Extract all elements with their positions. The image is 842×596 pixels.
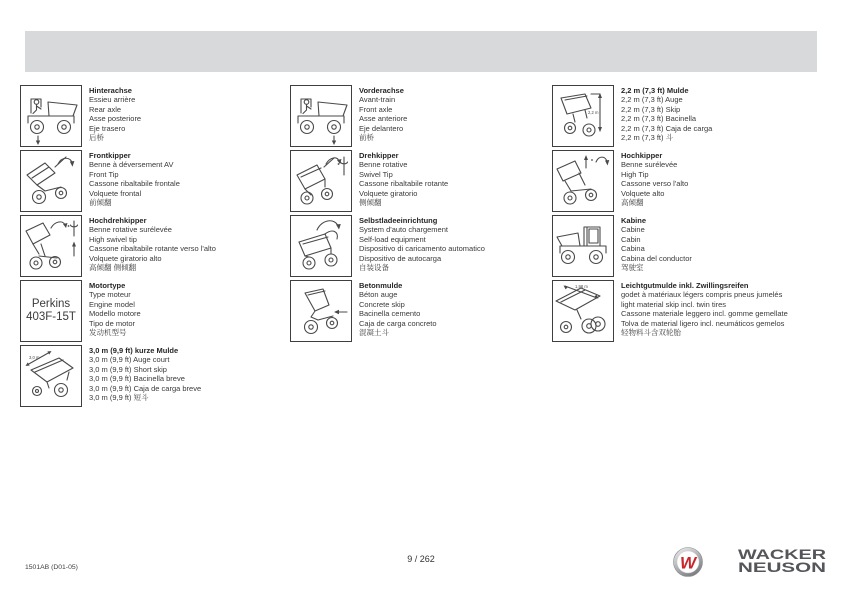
dumper-rear-axle-icon-box <box>20 85 82 147</box>
entry-text <box>359 150 448 207</box>
dumper-high-swivel-tip-icon <box>21 216 81 276</box>
legend-entry-frontkipper <box>20 150 180 212</box>
entry-line: Essieu arrière <box>89 95 136 105</box>
dumper-light-material-skip-icon-box <box>552 280 614 342</box>
entry-line: Engine model <box>89 299 135 309</box>
dumper-skip-2-2m-icon-box <box>552 85 614 147</box>
entry-text <box>621 215 692 272</box>
entry-line: Rear axle <box>89 104 122 114</box>
entry-line: Type moteur <box>89 290 131 300</box>
entry-line: Asse posteriore <box>89 114 142 124</box>
entry-line: 3,0 m (9,9 ft) 短斗 <box>89 393 149 403</box>
document-code: 1501AB (D01-05) <box>25 564 78 571</box>
entry-line: Cabin <box>621 234 641 244</box>
entry-title: Betonmulde <box>359 281 403 290</box>
dumper-front-axle-icon-box <box>290 85 352 147</box>
entry-line: Bacinella cemento <box>359 309 421 319</box>
entry-line: Front Tip <box>89 169 119 179</box>
entry-text <box>621 280 788 337</box>
entry-title: 3,0 m (9,9 ft) kurze Mulde <box>89 346 179 355</box>
entry-title: Hochkipper <box>621 151 663 160</box>
entry-line: Eje trasero <box>89 123 126 133</box>
entry-text <box>359 215 485 272</box>
dumper-front-axle-icon <box>291 86 351 146</box>
entry-title: Drehkipper <box>359 151 399 160</box>
legend-entry-drehkipper <box>290 150 448 212</box>
skip-height-label: 2,2 m <box>588 110 599 115</box>
entry-line: Modello motore <box>89 309 141 319</box>
logo-wordmark <box>738 547 826 575</box>
entry-line: Benne à déversement AV <box>89 160 174 170</box>
entry-title: Hinterachse <box>89 86 132 95</box>
entry-line: Volquete alto <box>621 188 665 198</box>
wacker-neuson-logo <box>670 544 830 582</box>
legend-entry-motortype <box>20 280 141 342</box>
dumper-high-swivel-tip-icon-box <box>20 215 82 277</box>
entry-line: Cassone materiale leggero incl. gomme gemellate <box>621 309 788 319</box>
entry-line: 3,0 m (9,9 ft) Caja de carga breve <box>89 383 202 393</box>
entry-title: Leichtgutmulde inkl. Zwillingsreifen <box>621 281 749 290</box>
entry-line: 驾驶室 <box>621 263 644 273</box>
entry-text <box>89 85 141 142</box>
logo-line2: NEUSON <box>738 560 826 575</box>
entry-line: Benne surélevée <box>621 160 678 170</box>
entry-line: High Tip <box>621 169 649 179</box>
entry-line: Cabina del conductor <box>621 253 692 263</box>
entry-line: 自装设备 <box>359 263 389 273</box>
entry-line: 轻物料斗含双轮胎 <box>621 328 681 338</box>
legend-entry-kabine <box>552 215 692 277</box>
entry-line: Self-load equipment <box>359 234 426 244</box>
entry-line: Béton auge <box>359 290 398 300</box>
entry-line: Tolva de material ligero incl. neumáticos gemelos <box>621 318 785 328</box>
dumper-short-skip-3m-icon <box>21 346 81 406</box>
entry-line: Concrete skip <box>359 299 405 309</box>
entry-title: Kabine <box>621 216 647 225</box>
entry-line: Dispositivo de autocarga <box>359 253 442 263</box>
engine-model-line2: 403F-15T <box>26 311 76 323</box>
entry-text <box>621 150 688 207</box>
entry-line: Cassone ribaltabile frontale <box>89 179 180 189</box>
legend-entry-selbstlade <box>290 215 485 277</box>
entry-line: 3,0 m (9,9 ft) Bacinella breve <box>89 374 185 384</box>
entry-line: Tipo de motor <box>89 318 135 328</box>
entry-line: 高倾翻 <box>621 198 644 208</box>
entry-line: Benne rotative surélevée <box>89 225 172 235</box>
entry-line: Volquete giratorio <box>359 188 418 198</box>
dumper-high-tip-icon-box <box>552 150 614 212</box>
entry-line: Cassone ribaltabile rotante <box>359 179 449 189</box>
dumper-cab-icon-box <box>552 215 614 277</box>
entry-line: Swivel Tip <box>359 169 393 179</box>
entry-line: Front axle <box>359 104 393 114</box>
entry-text <box>89 215 216 272</box>
legend-entry-mulde-2-2m <box>552 85 712 147</box>
dumper-front-tip-icon-box <box>20 150 82 212</box>
entry-line: 2,2 m (7,3 ft) 斗 <box>621 133 674 143</box>
engine-model-text-box <box>20 280 82 342</box>
entry-line: System d'auto chargement <box>359 225 448 235</box>
dumper-high-tip-icon <box>553 151 613 211</box>
entry-line: Eje delantero <box>359 123 404 133</box>
dumper-swivel-tip-icon <box>291 151 351 211</box>
dumper-concrete-skip-icon <box>291 281 351 341</box>
entry-line: 2,2 m (7,3 ft) Caja de carga <box>621 123 713 133</box>
logo-line1: WACKER <box>738 547 827 562</box>
dumper-rear-axle-icon <box>21 86 81 146</box>
entry-title: Motortype <box>89 281 126 290</box>
entry-line: 3,0 m (9,9 ft) Auge court <box>89 355 170 365</box>
legend-entry-kurze-mulde <box>20 345 201 407</box>
dumper-swivel-tip-icon-box <box>290 150 352 212</box>
entry-line: 混凝土斗 <box>359 328 389 338</box>
entry-text <box>359 85 407 142</box>
legend-entry-leichtgutmulde <box>552 280 788 342</box>
entry-line: 2,2 m (7,3 ft) Skip <box>621 104 681 114</box>
entry-line: Cabine <box>621 225 645 235</box>
dumper-short-skip-3m-icon-box <box>20 345 82 407</box>
entry-line: 3,0 m (9,9 ft) Short skip <box>89 364 167 374</box>
entry-line: 前倾翻 <box>89 198 112 208</box>
skip-length-label: 3,0 m <box>29 355 40 360</box>
legend-entry-hinterachse <box>20 85 141 147</box>
entry-line: 2,2 m (7,3 ft) Auge <box>621 95 683 105</box>
legend-entry-vorderachse <box>290 85 407 147</box>
entry-text <box>89 345 201 402</box>
dumper-front-tip-icon <box>21 151 81 211</box>
entry-line: 发动机型号 <box>89 328 127 338</box>
entry-line: High swivel tip <box>89 234 137 244</box>
entry-line: godet à matériaux légers compris pneus jumelés <box>621 290 783 300</box>
entry-line: Cassone verso l'alto <box>621 179 689 189</box>
entry-line: 高倾翻 侧倾翻 <box>89 263 137 273</box>
entry-line: Avant-train <box>359 95 396 105</box>
entry-line: Cassone ribaltabile rotante verso l'alto <box>89 244 216 254</box>
dumper-light-material-skip-icon <box>553 281 613 341</box>
entry-line: 后桥 <box>89 133 104 143</box>
entry-title: Selbstladeeinrichtung <box>359 216 438 225</box>
entry-line: Dispositivo di caricamento automatico <box>359 244 485 254</box>
entry-text <box>89 280 141 337</box>
entry-title: Vorderachse <box>359 86 404 95</box>
entry-line: Cabina <box>621 244 645 254</box>
entry-text <box>621 85 712 142</box>
engine-model-line1: Perkins <box>31 297 71 310</box>
entry-line: Benne rotative <box>359 160 408 170</box>
entry-line: Volquete giratorio alto <box>89 253 162 263</box>
entry-line: light material skip incl. twin tires <box>621 299 727 309</box>
dumper-self-load-icon <box>291 216 351 276</box>
header-bar <box>25 31 817 72</box>
page-number: 9 / 262 <box>407 554 435 564</box>
entry-title: 2,2 m (7,3 ft) Mulde <box>621 86 689 95</box>
dumper-concrete-skip-icon-box <box>290 280 352 342</box>
entry-line: 侧倾翻 <box>359 198 382 208</box>
entry-text <box>359 280 437 337</box>
logo-monogram-circle <box>674 548 703 577</box>
logo-w-monogram: W <box>679 553 697 573</box>
entry-line: Asse anteriore <box>359 114 408 124</box>
legend-entry-betonmulde <box>290 280 437 342</box>
entry-line: 前桥 <box>359 133 374 143</box>
skip-width-label: 1,98 m <box>575 284 588 289</box>
dumper-self-load-icon-box <box>290 215 352 277</box>
dumper-skip-2-2m-icon <box>553 86 613 146</box>
legend-entry-hochdrehkipper <box>20 215 216 277</box>
entry-text <box>89 150 180 207</box>
entry-title: Hochdrehkipper <box>89 216 147 225</box>
entry-title: Frontkipper <box>89 151 131 160</box>
entry-line: Volquete frontal <box>89 188 142 198</box>
entry-line: 2,2 m (7,3 ft) Bacinella <box>621 114 697 124</box>
legend-entry-hochkipper <box>552 150 688 212</box>
dumper-cab-icon <box>553 216 613 276</box>
entry-line: Caja de carga concreto <box>359 318 437 328</box>
